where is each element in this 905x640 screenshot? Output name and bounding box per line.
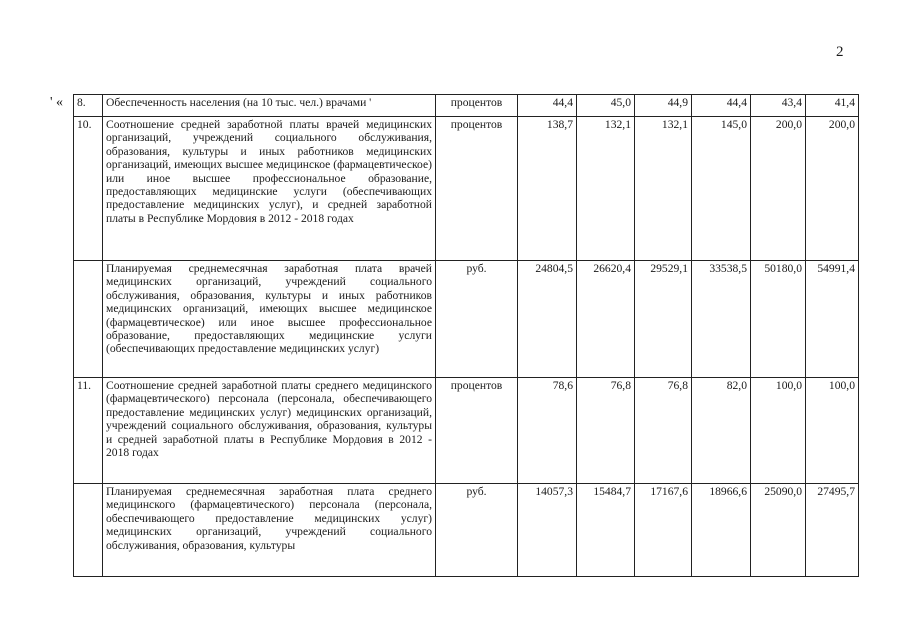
row-description: Планируемая среднемесячная заработная плата врачей медицинских организаций, учреждений социального обслуживания, образования, культуры и иных работников медицинских организаций, имеющих высшее медицинское (фармацевтическое) или иное высшее профессиональное образование, предоставляющих медицинские услуги (обеспечивающих предоставление медицинских услуг) — [103, 261, 436, 378]
row-unit: руб. — [436, 484, 518, 577]
value-cell: 76,8 — [577, 378, 635, 484]
value-cell: 78,6 — [518, 378, 577, 484]
value-cell: 26620,4 — [577, 261, 635, 378]
value-cell: 145,0 — [692, 117, 751, 261]
row-number — [74, 484, 103, 577]
table-row — [74, 261, 859, 378]
value-cell: 132,1 — [635, 117, 692, 261]
row-description: Планируемая среднемесячная заработная плата среднего медицинского (фармацевтического) персонала (персонала, обеспечивающего предоставление медицинских услуг) медицинских организаций, учреждений социального обслуживания, образования, культуры — [103, 484, 436, 577]
table-row — [74, 95, 859, 117]
row-description: Соотношение средней заработной платы врачей медицинских организаций, учреждений социального обслуживания, образования, культуры и иных работников медицинских организаций, имеющих высшее медицинское (фармацевтическое) или иное высшее профессиональное образование, предоставляющих медицинские услуги (обеспечивающих предоставление медицинских услуг), и средней заработной платы в Республике Мордовия в 2012 - 2018 годах — [103, 117, 436, 261]
row-unit: руб. — [436, 261, 518, 378]
value-cell: 54991,4 — [806, 261, 859, 378]
value-cell: 82,0 — [692, 378, 751, 484]
value-cell: 138,7 — [518, 117, 577, 261]
row-number: 11. — [74, 378, 103, 484]
row-unit: процентов — [436, 95, 518, 117]
value-cell: 18966,6 — [692, 484, 751, 577]
value-cell: 200,0 — [806, 117, 859, 261]
value-cell: 24804,5 — [518, 261, 577, 378]
table-row — [74, 484, 859, 577]
value-cell: 29529,1 — [635, 261, 692, 378]
value-cell: 17167,6 — [635, 484, 692, 577]
row-number — [74, 261, 103, 378]
row-unit: процентов — [436, 378, 518, 484]
value-cell: 15484,7 — [577, 484, 635, 577]
value-cell: 76,8 — [635, 378, 692, 484]
value-cell: 44,4 — [518, 95, 577, 117]
page-number: 2 — [836, 44, 844, 60]
value-cell: 44,4 — [692, 95, 751, 117]
indicator-table — [73, 94, 859, 577]
value-cell: 27495,7 — [806, 484, 859, 577]
row-description: Соотношение средней заработной платы среднего медицинского (фармацевтического) персонала (персонала, обеспечивающего предоставление медицинских услуг) медицинских организаций, учреждений социального обслуживания, образования, культуры и средней заработной платы в Республике Мордовия в 2012 - 2018 годах — [103, 378, 436, 484]
value-cell: 41,4 — [806, 95, 859, 117]
row-number: 10. — [74, 117, 103, 261]
value-cell: 43,4 — [751, 95, 806, 117]
value-cell: 33538,5 — [692, 261, 751, 378]
value-cell: 200,0 — [751, 117, 806, 261]
value-cell: 45,0 — [577, 95, 635, 117]
row-description: Обеспеченность населения (на 10 тыс. чел.) врачами ' — [103, 95, 436, 117]
quote-mark: ' « — [50, 95, 64, 110]
row-number: 8. — [74, 95, 103, 117]
value-cell: 100,0 — [751, 378, 806, 484]
value-cell: 14057,3 — [518, 484, 577, 577]
value-cell: 132,1 — [577, 117, 635, 261]
table-row — [74, 117, 859, 261]
value-cell: 25090,0 — [751, 484, 806, 577]
value-cell: 50180,0 — [751, 261, 806, 378]
table-row — [74, 378, 859, 484]
row-unit: процентов — [436, 117, 518, 261]
value-cell: 100,0 — [806, 378, 859, 484]
value-cell: 44,9 — [635, 95, 692, 117]
